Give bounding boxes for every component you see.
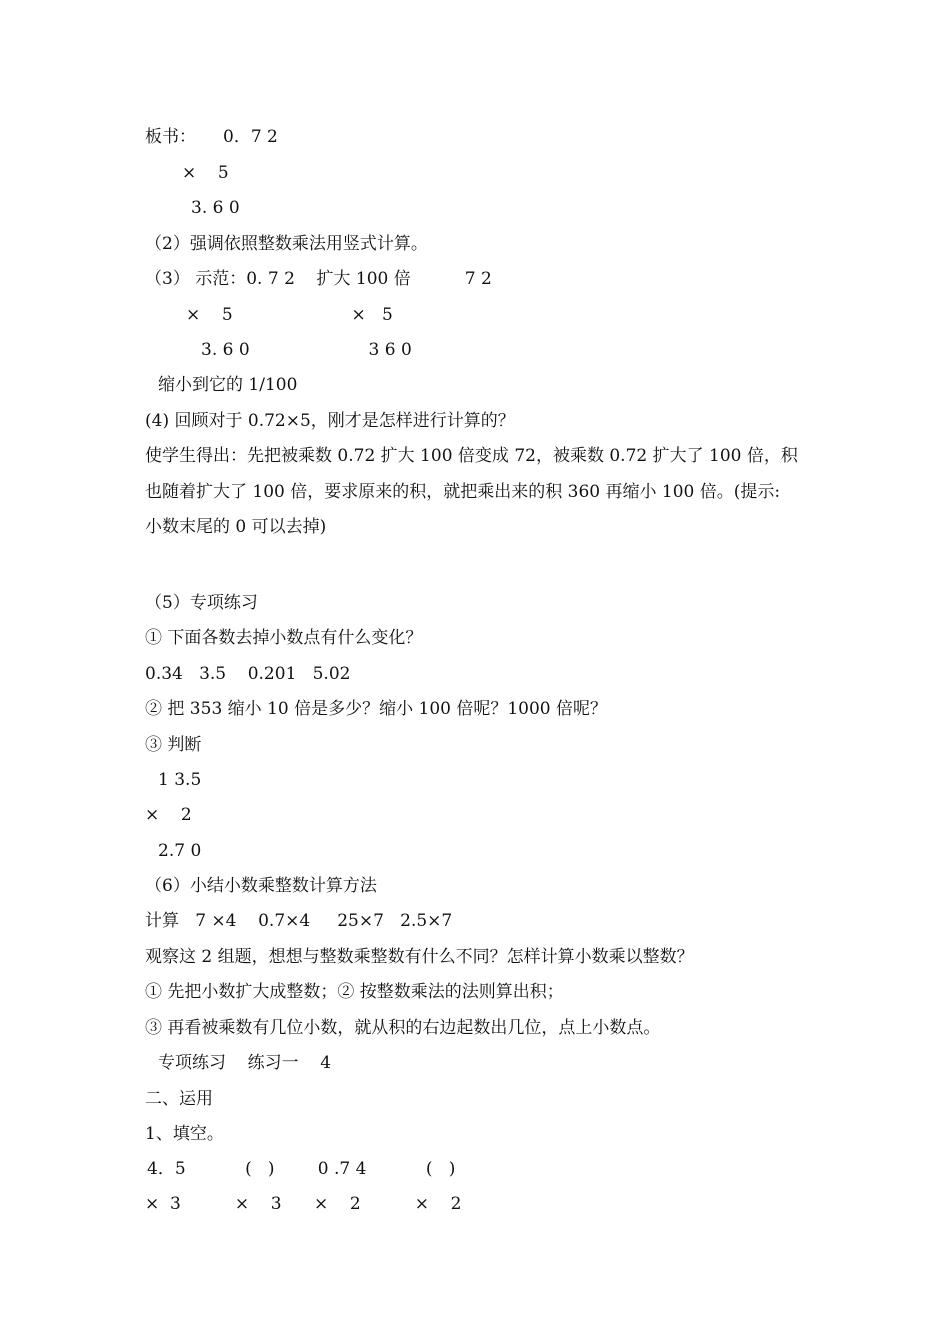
calculation-list: 计算 7 ×4 0.7×4 25×7 2.5×7 xyxy=(145,911,453,931)
demo-product-row: 3. 6 0 3 6 0 xyxy=(201,340,412,360)
exercise-2-question: ② 把 353 缩小 10 倍是多少？缩小 100 倍呢？1000 倍呢？ xyxy=(145,699,608,719)
step-2-text: （2）强调依照整数乘法用竖式计算。 xyxy=(145,234,428,254)
fill-blank-row-1: 4．5 ( ) 0 .7 4 ( ) xyxy=(147,1159,456,1179)
exercise-1-question: ① 下面各数去掉小数点有什么变化？ xyxy=(145,628,423,648)
method-steps-1-2: ① 先把小数扩大成整数；② 按整数乘法的法则算出积； xyxy=(145,982,564,1002)
fill-blank-heading: 1、填空。 xyxy=(145,1124,224,1144)
step-4-text: (4) 回顾对于 0.72×5，刚才是怎样进行计算的？ xyxy=(145,411,515,431)
shrink-note: 缩小到它的 1/100 xyxy=(158,375,298,395)
method-step-3: ③ 再看被乘数有几位小数，就从积的右边起数出几位，点上小数点。 xyxy=(145,1018,661,1038)
special-practice-line: 专项练习 练习一 4 xyxy=(158,1053,332,1073)
section-2-heading: 二、运用 xyxy=(145,1089,213,1109)
example-multiplier-row: × 5 xyxy=(182,163,229,183)
board-writing-label: 板书： 0．7 2 xyxy=(145,127,278,147)
example-product-row: 3. 6 0 xyxy=(191,198,240,218)
paragraph-line-2: 也随着扩大了 100 倍，要求原来的积，就把乘出来的积 360 再缩小 100 倍。(提示: xyxy=(145,482,781,502)
paragraph-line-1: 使学生得出：先把被乘数 0.72 扩大 100 倍变成 72，被乘数 0.72 扩大了 100 倍，积 xyxy=(145,446,798,466)
step-5-heading: （5）专项练习 xyxy=(145,593,258,613)
demo-multiplier-row: × 5 × 5 xyxy=(186,305,393,325)
fill-blank-row-2: × 3 × 3 × 2 × 2 xyxy=(145,1194,462,1214)
judge-multiplicand: 1 3.5 xyxy=(158,770,202,790)
exercise-1-numbers: 0.34 3.5 0.201 5.02 xyxy=(145,664,351,684)
step-3-demo-line: （3） 示范：0. 7 2 扩大 100 倍 7 2 xyxy=(145,269,492,289)
step-6-heading: （6）小结小数乘整数计算方法 xyxy=(145,876,377,896)
exercise-3-label: ③ 判断 xyxy=(145,735,202,755)
observation-question: 观察这 2 组题，想想与整数乘整数有什么不同？怎样计算小数乘以整数？ xyxy=(145,947,694,967)
paragraph-line-3: 小数末尾的 0 可以去掉) xyxy=(145,517,327,537)
judge-product: 2.7 0 xyxy=(158,841,202,861)
judge-multiplier: × 2 xyxy=(145,805,192,825)
